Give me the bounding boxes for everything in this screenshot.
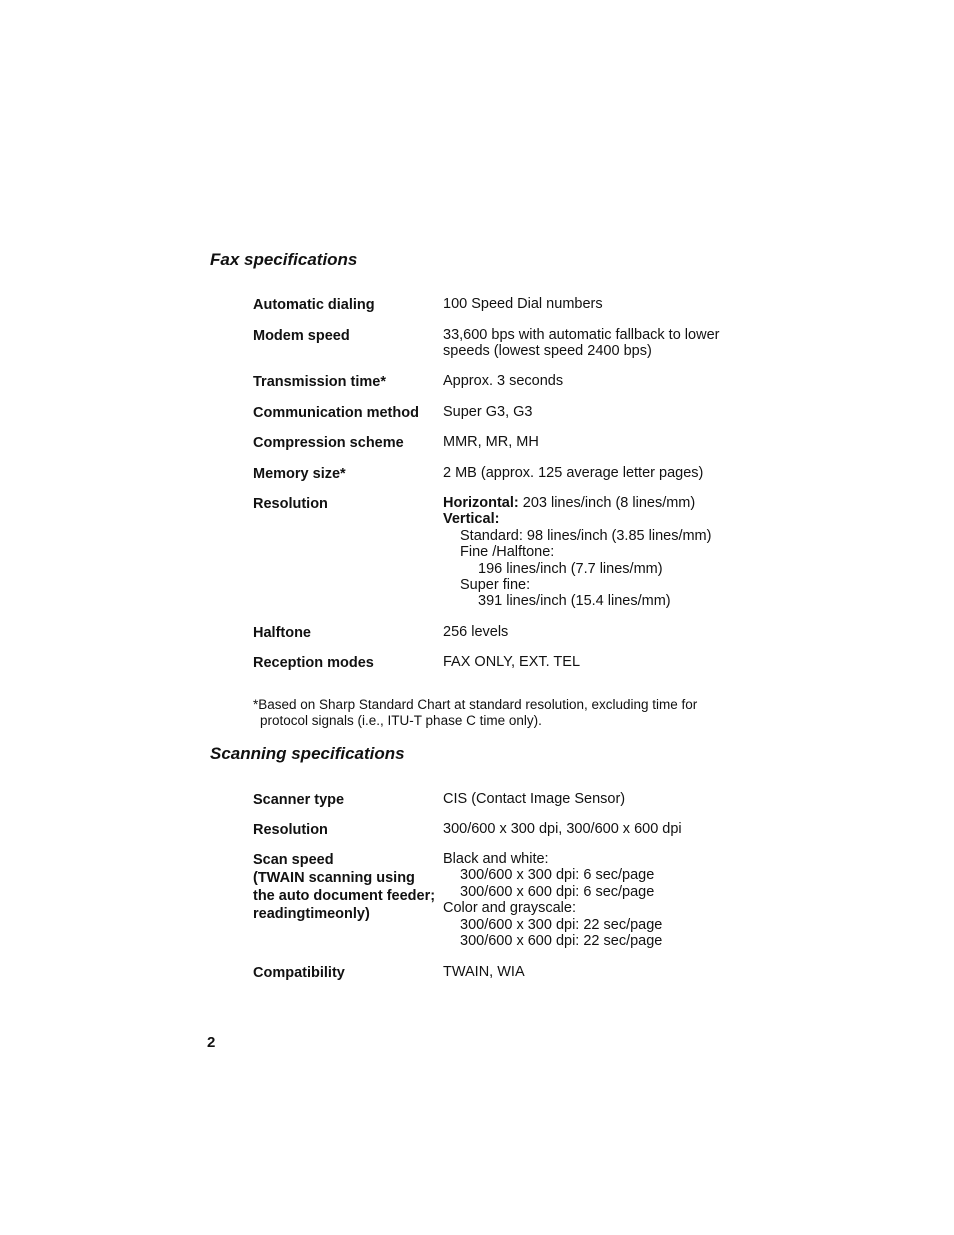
spec-value: Approx. 3 seconds [443,373,564,389]
spec-value: CIS (Contact Image Sensor) [443,791,626,807]
spec-label: Modem speed [253,328,350,344]
spec-value: 256 levels [443,624,509,640]
spec-label: Scanner type [253,792,345,808]
spec-value: Black and white: 300/600 x 300 dpi: 6 sec/page 300/600 x 600 dpi: 6 sec/page Color and grayscale: 300/600 x 300 dpi: 22 sec/page 300/600 x 600 dpi: 22 sec/page [443,851,663,950]
spec-value: MMR, MR, MH [443,434,539,450]
spec-label: Transmission time* [253,374,386,390]
spec-value: 33,600 bps with automatic fallback to lower speeds (lowest speed 2400 bps) [443,327,720,360]
spec-value: Horizontal: 203 lines/inch (8 lines/mm) Vertical: Standard: 98 lines/inch (3.85 lines/mm) Fine /Halftone: 196 lines/inch (7.7 lines/mm) Super fine: 391 lines/inch (15.4 lines/mm) [443,495,712,610]
spec-label: Halftone [253,625,311,641]
spec-value: 300/600 x 300 dpi, 300/600 x 600 dpi [443,821,682,837]
spec-value: TWAIN, WIA [443,964,525,980]
spec-value: 2 MB (approx. 125 average letter pages) [443,465,704,481]
spec-label: Compression scheme [253,435,404,451]
fax-specifications-heading: Fax specifications [210,250,358,269]
spec-value: 100 Speed Dial numbers [443,296,603,312]
spec-value: FAX ONLY, EXT. TEL [443,654,581,670]
scanning-specifications-heading: Scanning specifications [210,744,405,763]
spec-label: Compatibility [253,965,345,981]
spec-label: Communication method [253,405,419,421]
spec-label: Memory size* [253,466,346,482]
spec-label: Resolution [253,496,328,512]
page-number: 2 [207,1034,216,1051]
spec-label: Scan speed (TWAIN scanning using the auto document feeder; readingtimeonly) [253,852,436,922]
fax-footnote: *Based on Sharp Standard Chart at standard resolution, excluding time for protocol signals (i.e., ITU-T phase C time only). [253,697,698,729]
spec-label: Reception modes [253,655,374,671]
spec-value: Super G3, G3 [443,404,533,420]
spec-label: Resolution [253,822,328,838]
spec-label: Automatic dialing [253,297,375,313]
